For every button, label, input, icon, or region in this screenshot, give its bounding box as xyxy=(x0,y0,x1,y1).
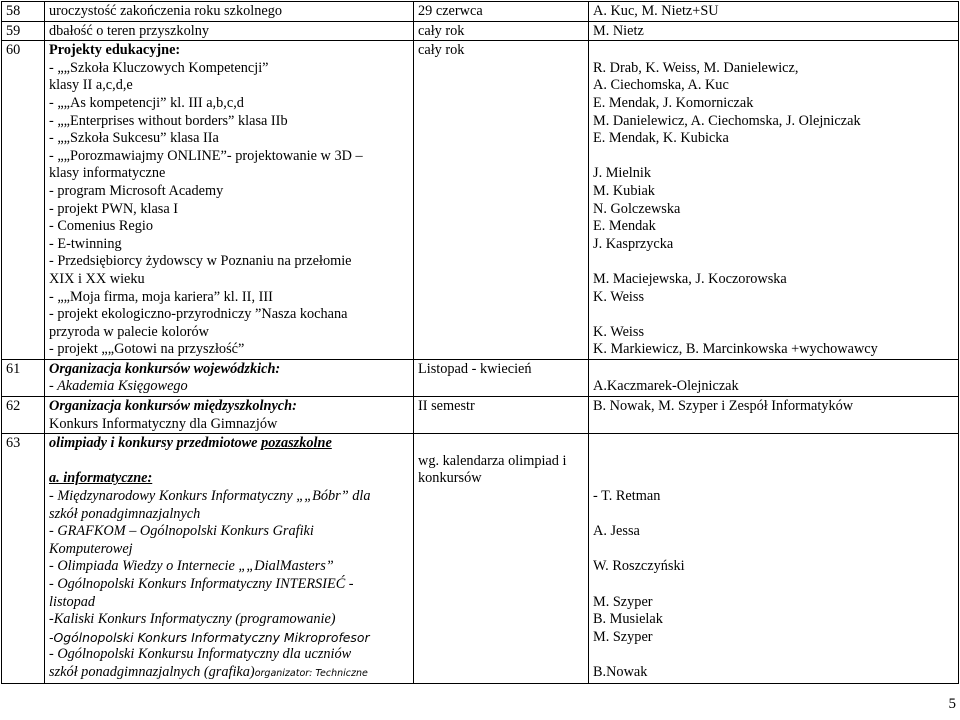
row-number: 63 xyxy=(2,434,45,683)
contest-responsible: A. Jessa xyxy=(593,523,640,540)
table-row xyxy=(2,2,959,22)
project-item: - projekt ekologiczno-przyrodniczy ”Nasza kochana xyxy=(49,306,348,323)
project-responsible: M. Maciejewska, J. Koczorowska xyxy=(593,270,787,287)
project-item: - projekt „„Gotowi na przyszłość” xyxy=(49,341,245,358)
project-responsible: K. Markiewicz, B. Marcinkowska +wychowawcy xyxy=(593,341,878,358)
contest-responsible: B. Musielak xyxy=(593,611,663,628)
row-responsible: B. Nowak, M. Szyper i Zespół Informatyków xyxy=(589,397,959,434)
project-item: - „„As kompetencji” kl. III a,b,c,d xyxy=(49,94,244,111)
contest-item: szkół ponadgimnazjalnych xyxy=(49,505,201,522)
contest-item: - GRAFKOM – Ogólnopolski Konkurs Grafiki xyxy=(49,523,314,540)
row-subitem: Konkurs Informatyczny dla Gimnazjów xyxy=(49,415,278,432)
project-item: klasy informatyczne xyxy=(49,165,166,182)
contest-item: - Ogólnopolski Konkurs Informatyczny INTERSIEĆ - xyxy=(49,576,354,592)
table-row xyxy=(2,359,959,396)
row-number: 61 xyxy=(2,359,45,396)
contest-list xyxy=(49,488,409,683)
project-item: - E-twinning xyxy=(49,235,122,252)
project-responsible: K. Weiss xyxy=(593,323,645,340)
row-number: 59 xyxy=(2,21,45,41)
row-title xyxy=(45,397,414,434)
row-title xyxy=(45,359,414,396)
contest-item: szkół ponadgimnazjalnych (grafika)organizator: Techniczne xyxy=(49,663,368,680)
row-title xyxy=(45,41,414,360)
contest-responsible: B.Nowak xyxy=(593,663,648,680)
row-date: II semestr xyxy=(414,397,589,434)
row-title: dbałość o teren przyszkolny xyxy=(45,21,414,41)
row-responsible: A.Kaczmarek-Olejniczak xyxy=(589,359,959,396)
row-responsible xyxy=(589,41,959,360)
project-item: klasy II a,c,d,e xyxy=(49,77,133,94)
project-responsible: E. Mendak, K. Kubicka xyxy=(593,130,729,147)
row-number: 60 xyxy=(2,41,45,360)
contest-item: -Kaliski Konkurs Informatyczny (programowanie) xyxy=(49,611,336,628)
project-responsible: E. Mendak, J. Komorniczak xyxy=(593,94,754,111)
project-item: - Przedsiębiorcy żydowscy w Poznaniu na przełomie xyxy=(49,253,352,270)
contest-item: - Ogólnopolski Konkursu Informatyczny dla uczniów xyxy=(49,646,352,663)
row-heading: Organizacja konkursów wojewódzkich: xyxy=(49,360,281,377)
row-responsible: A. Kuc, M. Nietz+SU xyxy=(589,2,959,22)
contest-responsible: M. Szyper xyxy=(593,628,653,645)
row-date: 29 czerwca xyxy=(414,2,589,22)
row-heading: Organizacja konkursów międzyszkolnych: xyxy=(49,398,297,415)
contest-item: Komputerowej xyxy=(49,540,133,557)
row-number: 58 xyxy=(2,2,45,22)
row-responsible xyxy=(589,434,959,683)
project-responsible: J. Mielnik xyxy=(593,165,651,182)
project-responsible: N. Golczewska xyxy=(593,200,681,217)
table-row xyxy=(2,397,959,434)
contest-item: - Międzynarodowy Konkurs Informatyczny „„Bóbr” dla xyxy=(49,488,371,505)
project-item: XIX i XX wieku xyxy=(49,270,145,287)
project-item: - „„Enterprises without borders” klasa IIb xyxy=(49,112,288,129)
project-item: - „„Moja firma, moja kariera” kl. II, III xyxy=(49,288,273,305)
schedule-table xyxy=(1,1,959,684)
project-responsible: A. Ciechomska, A. Kuc xyxy=(593,77,729,94)
table-row xyxy=(2,21,959,41)
contest-responsible: - T. Retman xyxy=(593,488,661,505)
row-responsible: M. Nietz xyxy=(589,21,959,41)
projects-responsible-list xyxy=(593,60,954,359)
project-responsible: R. Drab, K. Weiss, M. Danielewicz, xyxy=(593,59,799,76)
projects-list xyxy=(49,60,409,359)
row-date: cały rok xyxy=(414,41,589,360)
contest-item: listopad xyxy=(49,593,96,610)
row-date: cały rok xyxy=(414,21,589,41)
row-number: 62 xyxy=(2,397,45,434)
row-subitem: - Akademia Księgowego xyxy=(49,378,188,395)
project-item: - „„Szkoła Sukcesu” klasa IIa xyxy=(49,130,219,147)
project-item: przyroda w palecie kolorów xyxy=(49,323,209,340)
project-item: - program Microsoft Academy xyxy=(49,182,224,199)
project-item: - Comenius Regio xyxy=(49,218,154,235)
project-item: - „„Szkoła Kluczowych Kompetencji” xyxy=(49,59,269,76)
project-responsible: M. Danielewicz, A. Ciechomska, J. Olejniczak xyxy=(593,112,861,129)
section-heading: a. informatyczne: xyxy=(49,470,153,487)
row-date: wg. kalendarza olimpiad i konkursów xyxy=(414,434,589,683)
row-title: uroczystość zakończenia roku szkolnego xyxy=(45,2,414,22)
table-row xyxy=(2,41,959,360)
table-row xyxy=(2,434,959,683)
row-heading: olimpiady i konkursy przedmiotowe pozaszkolne xyxy=(49,435,332,452)
project-responsible: K. Weiss xyxy=(593,288,645,305)
contest-responsible: M. Szyper xyxy=(593,593,653,610)
project-item: - projekt PWN, klasa I xyxy=(49,200,179,217)
contest-item: - Olimpiada Wiedzy o Internecie „„DialMasters” xyxy=(49,558,334,575)
project-responsible: M. Kubiak xyxy=(593,182,655,199)
project-responsible: E. Mendak xyxy=(593,218,656,235)
contest-responsible-list xyxy=(593,488,954,682)
contest-responsible: W. Roszczyński xyxy=(593,558,685,575)
project-responsible: J. Kasprzycka xyxy=(593,235,674,252)
contest-item: -Ogólnopolski Konkurs Informatyczny Mikroprofesor xyxy=(49,629,370,645)
row-date: Listopad - kwiecień xyxy=(414,359,589,396)
row-title xyxy=(45,434,414,683)
page-number: 5 xyxy=(948,696,956,712)
projects-heading: Projekty edukacyjne: xyxy=(49,42,181,59)
project-item: - „„Porozmawiajmy ONLINE”- projektowanie w 3D – xyxy=(49,147,363,164)
